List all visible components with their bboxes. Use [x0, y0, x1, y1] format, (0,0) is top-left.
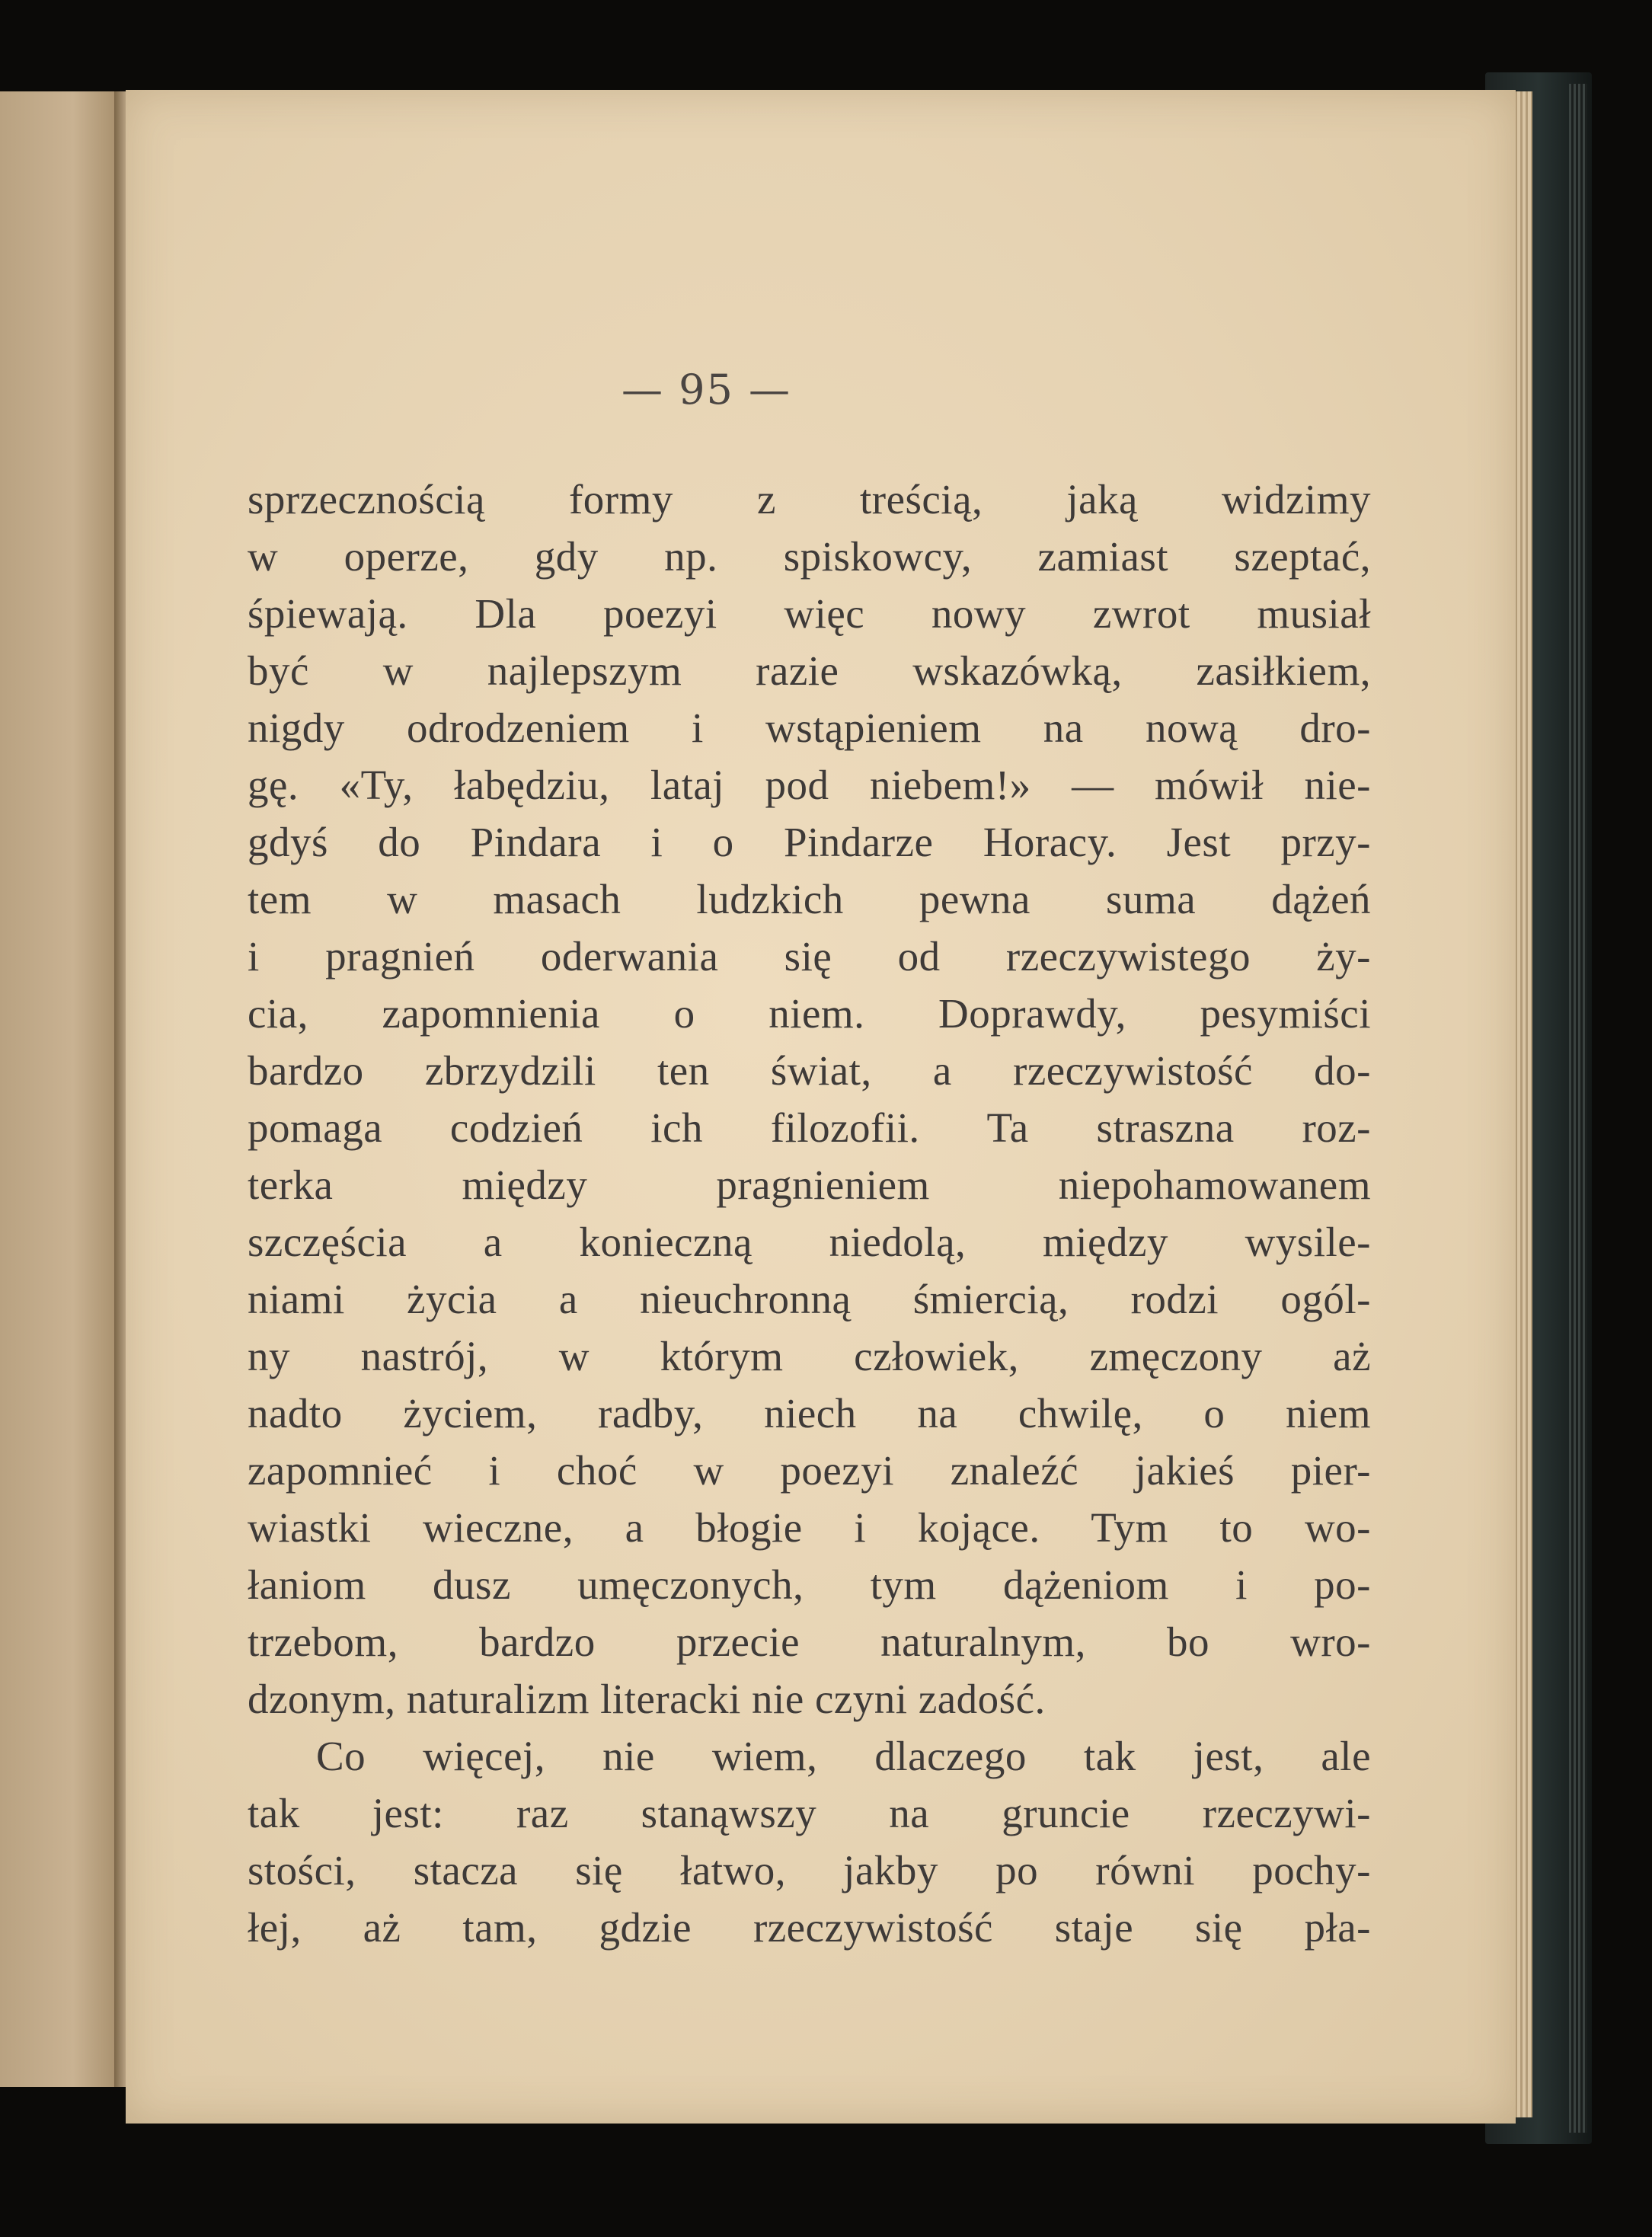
text-line: trzebom, bardzo przecie naturalnym, bo wro- — [248, 1619, 1371, 1665]
text-line: w operze, gdy np. spiskowcy, zamiast szeptać, — [248, 533, 1371, 580]
book-page — [126, 90, 1516, 2124]
text-line: być w najlepszym razie wskazówką, zasiłkiem, — [248, 647, 1371, 694]
text-line: łej, aż tam, gdzie rzeczywistość staje się pła- — [248, 1904, 1371, 1951]
text-line: gę. «Ty, łabędziu, lataj pod niebem!» — mówił nie- — [248, 762, 1371, 808]
text-line: cia, zapomnienia o niem. Doprawdy, pesymiści — [248, 990, 1371, 1037]
text-line: wiastki wieczne, a błogie i kojące. Tym to wo- — [248, 1504, 1371, 1551]
text-line: szczęścia a konieczną niedolą, między wysile- — [248, 1219, 1371, 1265]
text-line: tem w masach ludzkich pewna suma dążeń — [248, 876, 1371, 922]
text-line: i pragnień oderwania się od rzeczywistego ży- — [248, 933, 1371, 979]
text-line: zapomnieć i choć w poezyi znaleźć jakieś pier- — [248, 1447, 1371, 1494]
text-line: bardzo zbrzydzili ten świat, a rzeczywistość do- — [248, 1047, 1371, 1094]
text-line: nigdy odrodzeniem i wstąpieniem na nową dro- — [248, 705, 1371, 751]
text-line: pomaga codzień ich filozofii. Ta straszna roz- — [248, 1104, 1371, 1151]
text-line: dzonym, naturalizm literacki nie czyni zadość. — [248, 1676, 1046, 1722]
text-line: gdyś do Pindara i o Pindarze Horacy. Jest przy- — [248, 819, 1371, 865]
text-line: sprzecznością formy z treścią, jaką widzimy — [248, 476, 1371, 522]
text-line: ny nastrój, w którym człowiek, zmęczony aż — [248, 1333, 1371, 1379]
text-line: śpiewają. Dla poezyi więc nowy zwrot musiał — [248, 590, 1371, 637]
body-text — [248, 471, 1371, 1956]
text-line: łaniom dusz umęczonych, tym dążeniom i po- — [248, 1561, 1371, 1608]
text-line: tak jest: raz stanąwszy na gruncie rzeczywi- — [248, 1790, 1371, 1836]
text-line: terka między pragnieniem niepohamowanem — [248, 1162, 1371, 1208]
binding-edge — [1569, 84, 1587, 2133]
text-line: nadto życiem, radby, niech na chwilę, o niem — [248, 1390, 1371, 1436]
text-line: stości, stacza się łatwo, jakby po równi pochy- — [248, 1847, 1371, 1893]
text-line: niami życia a nieuchronną śmiercią, rodzi ogól- — [248, 1276, 1371, 1322]
text-line: Co więcej, nie wiem, dlaczego tak jest, ale — [316, 1733, 1371, 1779]
page-number: — 95 — — [621, 366, 792, 414]
